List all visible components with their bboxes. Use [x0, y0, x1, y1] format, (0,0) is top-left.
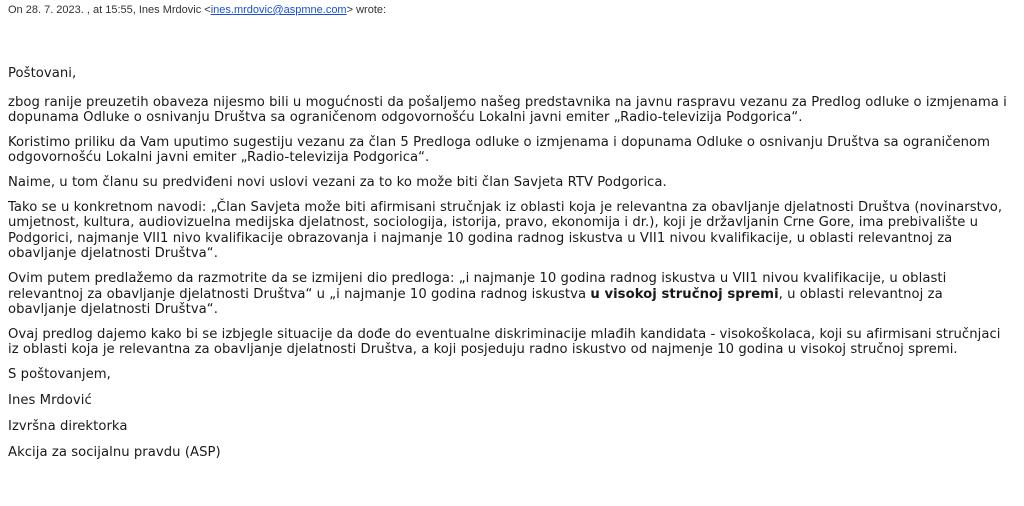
closing: S poštovanjem,: [8, 366, 111, 382]
greeting: Poštovani,: [8, 66, 77, 81]
signature-name: Ines Mrdović: [8, 392, 92, 408]
quote-header: [8, 4, 386, 16]
paragraph-5: [8, 271, 1012, 318]
paragraph-6: Ovaj predlog dajemo kako bi se izbjegle situacije da dođe do eventualne diskriminacije mlađih kandidata - visokoškolaca, koji su afirmisani stručnjaci iz oblasti koja je relevantna za obavljanje djelatnosti Društva, a koji posjeduju radno iskustvo od najmenje 10 godina u visokoj stručnoj spremi.: [8, 326, 1001, 358]
quote-header-suffix: > wrote:: [346, 4, 387, 16]
sender-email-link[interactable]: ines.mrdovic@aspmne.com: [210, 4, 347, 16]
paragraph-1: zbog ranije preuzetih obaveza nijesmo bili u mogućnosti da pošaljemo našeg predstavnika na javnu raspravu vezanu za Predlog odluke o izmjenama i dopunama Odluke o osnivanju Društva sa ograničenom odgovornošću Lokalni javni emiter „Radio-televizija Podgorica“.: [8, 94, 1007, 126]
paragraph-5-emphasis: u visokoj stručnoj spremi: [590, 286, 779, 302]
signature-title: Izvršna direktorka: [8, 418, 128, 434]
paragraph-4: Tako se u konkretnom navodi: „Član Savjeta može biti afirmisani stručnjak iz oblasti koja je relevantna za obavljanje djelatnosti Društva (novinarstvo, umjetnost, kultura, audiovizuelna medijska djelatnost, sociologija, istorija, pravo, ekonomija i dr.), koji je državljanin Crne Gore, ima prebivalište u Podgorici, najmanje VII1 nivo kvalifikacije obrazovanja i najmanje 10 godina radnog iskustva u VII1 nivou kvalifikacije, u oblasti relevantnoj za obavljanje djelatnosti Društva“.: [8, 199, 1003, 262]
quote-header-prefix: On 28. 7. 2023. , at 15:55, Ines Mrdovic <: [8, 4, 211, 16]
paragraph-2: Koristimo priliku da Vam uputimo sugestiju vezanu za član 5 Predloga odluke o izmjenama i dopunama Odluke o osnivanju Društva sa ograničenom odgovornošću Lokalni javni emiter „Radio-televizija Podgorica“.: [8, 134, 991, 166]
paragraph-3: Naime, u tom članu su predviđeni novi uslovi vezani za to ko može biti član Savjeta RTV Podgorica.: [8, 174, 667, 190]
signature-organization: Akcija za socijalnu pravdu (ASP): [8, 444, 221, 460]
paragraph-5-start: Ovim putem predlažemo da razmotrite da se izmijeni dio predloga: „i najmanje 10 godina radnog iskustva u VII1 nivou kvalifikacije, u oblasti relevantnoj za obavljanje djelatnosti Društva“ u „i najmanje 10 godina radnog iskustva: [8, 270, 947, 302]
email-body: [8, 66, 1012, 471]
paragraph-5-end: , u oblasti relevantnoj za obavljanje djelatnosti Društva“.: [8, 286, 943, 318]
